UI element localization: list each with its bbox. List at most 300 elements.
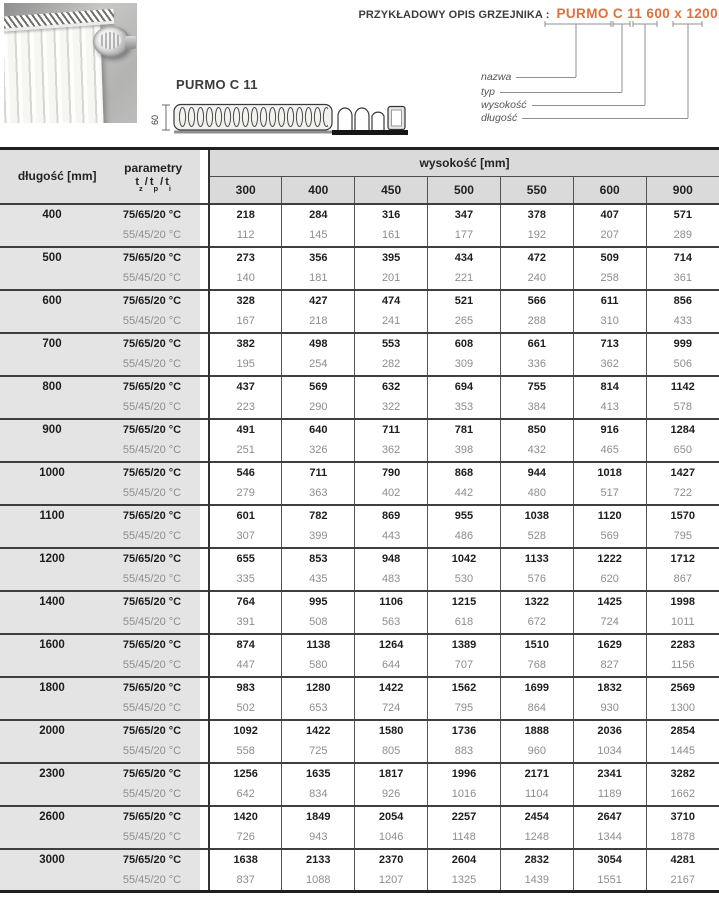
output-cell: 442: [428, 483, 501, 505]
spec-row: [0, 505, 719, 527]
output-cell: 1088: [282, 870, 355, 892]
output-cell: 177: [428, 225, 501, 247]
length-cell: 900: [0, 419, 104, 441]
output-cell: 2569: [646, 677, 719, 699]
param-cell: 75/65/20 °C: [104, 763, 200, 785]
gap-cell: [200, 612, 209, 634]
output-cell: 506: [646, 354, 719, 376]
output-cell: 265: [428, 311, 501, 333]
output-cell: 1042: [428, 548, 501, 570]
output-cell: 558: [209, 741, 282, 763]
output-cell: 218: [282, 311, 355, 333]
output-cell: 443: [355, 526, 428, 548]
gap-cell: [200, 247, 209, 269]
param-cell: 75/65/20 °C: [104, 419, 200, 441]
output-cell: 1106: [355, 591, 428, 613]
output-cell: 1712: [646, 548, 719, 570]
output-cell: 943: [282, 827, 355, 849]
output-cell: 2257: [428, 806, 501, 828]
output-cell: 167: [209, 311, 282, 333]
gap-cell: [200, 440, 209, 462]
output-cell: 195: [209, 354, 282, 376]
output-cell: 640: [282, 419, 355, 441]
output-cell: 362: [355, 440, 428, 462]
output-cell: 288: [500, 311, 573, 333]
spec-row: [0, 526, 719, 548]
param-cell: 55/45/20 °C: [104, 784, 200, 806]
connector-line: [500, 92, 622, 93]
param-cell: 75/65/20 °C: [104, 634, 200, 656]
output-cell: 883: [428, 741, 501, 763]
param-cell: 75/65/20 °C: [104, 290, 200, 312]
output-cell: 983: [209, 677, 282, 699]
length-cell: [0, 655, 104, 677]
profile-height-label: 60: [150, 114, 160, 125]
length-cell: 800: [0, 376, 104, 398]
output-cell: 353: [428, 397, 501, 419]
output-cell: 251: [209, 440, 282, 462]
height-column-header: 400: [282, 177, 355, 204]
gap-cell: [200, 526, 209, 548]
spec-row: [0, 591, 719, 613]
output-cell: 322: [355, 397, 428, 419]
gap-cell: [200, 720, 209, 742]
output-cell: 650: [646, 440, 719, 462]
gap-cell: [200, 290, 209, 312]
output-cell: 336: [500, 354, 573, 376]
spec-row: [0, 655, 719, 677]
length-cell: [0, 483, 104, 505]
output-cell: 2167: [646, 870, 719, 892]
output-cell: 672: [500, 612, 573, 634]
length-cell: 1100: [0, 505, 104, 527]
output-cell: 192: [500, 225, 573, 247]
spec-table: [0, 147, 719, 893]
output-cell: 1996: [428, 763, 501, 785]
output-cell: 508: [282, 612, 355, 634]
length-cell: 700: [0, 333, 104, 355]
output-cell: 502: [209, 698, 282, 720]
output-cell: 361: [646, 268, 719, 290]
param-cell: 55/45/20 °C: [104, 870, 200, 892]
output-cell: 2832: [500, 849, 573, 871]
output-cell: 4281: [646, 849, 719, 871]
output-cell: 1011: [646, 612, 719, 634]
gap-cell: [200, 849, 209, 871]
output-cell: 1638: [209, 849, 282, 871]
output-cell: 310: [573, 311, 646, 333]
output-cell: 480: [500, 483, 573, 505]
output-cell: 3710: [646, 806, 719, 828]
param-cell: 55/45/20 °C: [104, 612, 200, 634]
output-cell: 707: [428, 655, 501, 677]
output-cell: 1439: [500, 870, 573, 892]
length-cell: [0, 225, 104, 247]
height-column-header: 550: [500, 177, 573, 204]
example-caption-label: PRZYKŁADOWY OPIS GRZEJNIKA :: [358, 9, 550, 21]
output-cell: 1256: [209, 763, 282, 785]
output-cell: 576: [500, 569, 573, 591]
spec-row: [0, 548, 719, 570]
output-cell: 755: [500, 376, 573, 398]
output-cell: 1280: [282, 677, 355, 699]
output-cell: 948: [355, 548, 428, 570]
output-cell: 282: [355, 354, 428, 376]
parameters-header: parametry $t_z / t_p / t_i$: [124, 161, 183, 193]
output-cell: 221: [428, 268, 501, 290]
output-cell: 642: [209, 784, 282, 806]
param-cell: 75/65/20 °C: [104, 591, 200, 613]
output-cell: 711: [282, 462, 355, 484]
output-cell: 1570: [646, 505, 719, 527]
gap-column: [200, 149, 209, 204]
output-cell: 290: [282, 397, 355, 419]
output-cell: 1248: [500, 827, 573, 849]
output-cell: 1662: [646, 784, 719, 806]
gap-cell: [200, 225, 209, 247]
output-cell: 1422: [282, 720, 355, 742]
output-cell: 1284: [646, 419, 719, 441]
spec-row: [0, 698, 719, 720]
output-cell: 1207: [355, 870, 428, 892]
output-cell: 316: [355, 204, 428, 226]
output-cell: 1425: [573, 591, 646, 613]
output-cell: 1120: [573, 505, 646, 527]
output-cell: 1427: [646, 462, 719, 484]
output-cell: 335: [209, 569, 282, 591]
output-cell: 254: [282, 354, 355, 376]
spec-row: [0, 268, 719, 290]
output-cell: 632: [355, 376, 428, 398]
output-cell: 474: [355, 290, 428, 312]
output-cell: 546: [209, 462, 282, 484]
length-cell: 600: [0, 290, 104, 312]
output-cell: 618: [428, 612, 501, 634]
output-cell: 916: [573, 419, 646, 441]
length-cell: 2300: [0, 763, 104, 785]
output-cell: 781: [428, 419, 501, 441]
output-cell: 427: [282, 290, 355, 312]
length-cell: [0, 784, 104, 806]
gap-cell: [200, 311, 209, 333]
spec-row: [0, 397, 719, 419]
length-cell: [0, 440, 104, 462]
output-cell: 326: [282, 440, 355, 462]
output-cell: 930: [573, 698, 646, 720]
gap-cell: [200, 655, 209, 677]
output-cell: 356: [282, 247, 355, 269]
output-cell: 3054: [573, 849, 646, 871]
output-cell: 1888: [500, 720, 573, 742]
output-cell: 1138: [282, 634, 355, 656]
output-cell: 1325: [428, 870, 501, 892]
spec-row: [0, 483, 719, 505]
output-cell: 620: [573, 569, 646, 591]
gap-cell: [200, 333, 209, 355]
output-cell: 1580: [355, 720, 428, 742]
output-cell: 1510: [500, 634, 573, 656]
spec-row: [0, 440, 719, 462]
output-cell: 566: [500, 290, 573, 312]
param-cell: 75/65/20 °C: [104, 204, 200, 226]
spec-row: [0, 311, 719, 333]
param-cell: 55/45/20 °C: [104, 827, 200, 849]
output-cell: 1998: [646, 591, 719, 613]
length-cell: [0, 870, 104, 892]
output-cell: 1832: [573, 677, 646, 699]
example-caption-value: PURMO C 11 600 x 1200: [556, 6, 718, 21]
output-cell: 790: [355, 462, 428, 484]
thermostatic-valve: [93, 26, 130, 57]
output-cell: 1736: [428, 720, 501, 742]
output-cell: 661: [500, 333, 573, 355]
output-cell: 434: [428, 247, 501, 269]
param-cell: 55/45/20 °C: [104, 569, 200, 591]
output-cell: 289: [646, 225, 719, 247]
param-cell: 75/65/20 °C: [104, 849, 200, 871]
param-cell: 75/65/20 °C: [104, 333, 200, 355]
output-cell: 768: [500, 655, 573, 677]
length-cell: [0, 827, 104, 849]
output-cell: 1222: [573, 548, 646, 570]
spec-row: [0, 247, 719, 269]
spec-row: [0, 333, 719, 355]
spec-row: [0, 354, 719, 376]
param-cell: 55/45/20 °C: [104, 225, 200, 247]
output-cell: 1104: [500, 784, 573, 806]
output-cell: 437: [209, 376, 282, 398]
output-cell: 447: [209, 655, 282, 677]
annotation-nazwa: nazwa: [481, 70, 576, 83]
param-cell: 75/65/20 °C: [104, 247, 200, 269]
param-cell: 75/65/20 °C: [104, 505, 200, 527]
output-cell: 140: [209, 268, 282, 290]
output-cell: 714: [646, 247, 719, 269]
output-cell: 853: [282, 548, 355, 570]
output-cell: 995: [282, 591, 355, 613]
param-cell: 55/45/20 °C: [104, 741, 200, 763]
output-cell: 273: [209, 247, 282, 269]
output-cell: 955: [428, 505, 501, 527]
output-cell: 1699: [500, 677, 573, 699]
length-cell: 1200: [0, 548, 104, 570]
output-cell: 384: [500, 397, 573, 419]
height-column-header: 300: [209, 177, 282, 204]
gap-cell: [200, 806, 209, 828]
spec-row: [0, 870, 719, 892]
param-cell: 55/45/20 °C: [104, 354, 200, 376]
output-cell: 161: [355, 225, 428, 247]
output-cell: 218: [209, 204, 282, 226]
output-cell: 864: [500, 698, 573, 720]
output-cell: 601: [209, 505, 282, 527]
output-cell: 1551: [573, 870, 646, 892]
spec-row: [0, 784, 719, 806]
output-cell: 944: [500, 462, 573, 484]
output-cell: 201: [355, 268, 428, 290]
designation-annotation: [350, 0, 719, 145]
output-cell: 483: [355, 569, 428, 591]
output-cell: 432: [500, 440, 573, 462]
output-cell: 521: [428, 290, 501, 312]
output-cell: 837: [209, 870, 282, 892]
output-cell: 850: [500, 419, 573, 441]
output-cell: 347: [428, 204, 501, 226]
output-cell: 611: [573, 290, 646, 312]
output-cell: 795: [428, 698, 501, 720]
output-cell: 563: [355, 612, 428, 634]
output-cell: 805: [355, 741, 428, 763]
output-cell: 1018: [573, 462, 646, 484]
gap-cell: [200, 698, 209, 720]
gap-cell: [200, 870, 209, 892]
length-cell: [0, 741, 104, 763]
gap-cell: [200, 376, 209, 398]
output-cell: 363: [282, 483, 355, 505]
output-cell: 644: [355, 655, 428, 677]
connector-line: [516, 77, 576, 78]
left-header-cell: [0, 149, 200, 204]
output-cell: 694: [428, 376, 501, 398]
param-cell: 55/45/20 °C: [104, 655, 200, 677]
param-cell: 75/65/20 °C: [104, 677, 200, 699]
output-cell: 328: [209, 290, 282, 312]
output-cell: 571: [646, 204, 719, 226]
height-column-header: 500: [428, 177, 501, 204]
output-cell: 509: [573, 247, 646, 269]
param-cell: 75/65/20 °C: [104, 376, 200, 398]
height-group-header: wysokość [mm]: [209, 149, 719, 177]
connector-line: [532, 105, 645, 106]
output-cell: 1189: [573, 784, 646, 806]
output-cell: 2171: [500, 763, 573, 785]
spec-row: [0, 827, 719, 849]
spec-row: [0, 763, 719, 785]
length-cell: [0, 526, 104, 548]
param-cell: 55/45/20 °C: [104, 440, 200, 462]
gap-cell: [200, 634, 209, 656]
output-cell: 240: [500, 268, 573, 290]
output-cell: 926: [355, 784, 428, 806]
param-cell: 75/65/20 °C: [104, 806, 200, 828]
annotation-typ: typ: [481, 85, 622, 98]
spec-row: [0, 806, 719, 828]
output-cell: 2854: [646, 720, 719, 742]
output-cell: 407: [573, 204, 646, 226]
output-cell: 258: [573, 268, 646, 290]
output-cell: 726: [209, 827, 282, 849]
length-cell: 400: [0, 204, 104, 226]
output-cell: 1038: [500, 505, 573, 527]
output-cell: 433: [646, 311, 719, 333]
output-cell: 869: [355, 505, 428, 527]
output-cell: 814: [573, 376, 646, 398]
output-cell: 491: [209, 419, 282, 441]
output-cell: 145: [282, 225, 355, 247]
output-cell: 362: [573, 354, 646, 376]
output-cell: 402: [355, 483, 428, 505]
output-cell: 309: [428, 354, 501, 376]
gap-cell: [200, 419, 209, 441]
connector-line: [522, 118, 688, 119]
output-cell: 435: [282, 569, 355, 591]
radiator-panel: [4, 25, 104, 123]
height-column-header: 450: [355, 177, 428, 204]
param-cell: 75/65/20 °C: [104, 720, 200, 742]
param-cell: 55/45/20 °C: [104, 698, 200, 720]
output-cell: 207: [573, 225, 646, 247]
output-cell: 1562: [428, 677, 501, 699]
output-cell: 653: [282, 698, 355, 720]
output-cell: 398: [428, 440, 501, 462]
spec-row: [0, 569, 719, 591]
output-cell: 2370: [355, 849, 428, 871]
gap-cell: [200, 483, 209, 505]
output-cell: 1629: [573, 634, 646, 656]
param-cell: 55/45/20 °C: [104, 526, 200, 548]
output-cell: 795: [646, 526, 719, 548]
spec-row: [0, 741, 719, 763]
gap-cell: [200, 569, 209, 591]
spec-row: [0, 849, 719, 871]
output-cell: 413: [573, 397, 646, 419]
output-cell: 725: [282, 741, 355, 763]
output-cell: 1156: [646, 655, 719, 677]
annotation-dlugosc: długość: [481, 111, 688, 124]
output-cell: 465: [573, 440, 646, 462]
output-cell: 530: [428, 569, 501, 591]
radiator-photo: [4, 3, 137, 123]
height-column-header: 600: [573, 177, 646, 204]
param-cell: 55/45/20 °C: [104, 483, 200, 505]
output-cell: 1142: [646, 376, 719, 398]
length-cell: 1600: [0, 634, 104, 656]
output-cell: 1445: [646, 741, 719, 763]
output-cell: 498: [282, 333, 355, 355]
output-cell: 1878: [646, 827, 719, 849]
gap-cell: [200, 548, 209, 570]
param-cell: 55/45/20 °C: [104, 397, 200, 419]
output-cell: 655: [209, 548, 282, 570]
output-cell: 3282: [646, 763, 719, 785]
output-cell: 578: [646, 397, 719, 419]
output-cell: 1849: [282, 806, 355, 828]
output-cell: 553: [355, 333, 428, 355]
height-column-header: 900: [646, 177, 719, 204]
output-cell: 1322: [500, 591, 573, 613]
gap-cell: [200, 505, 209, 527]
output-cell: 856: [646, 290, 719, 312]
output-cell: 2133: [282, 849, 355, 871]
output-cell: 764: [209, 591, 282, 613]
param-cell: 75/65/20 °C: [104, 462, 200, 484]
output-cell: 241: [355, 311, 428, 333]
spec-row: [0, 376, 719, 398]
spec-row: [0, 462, 719, 484]
output-cell: 378: [500, 204, 573, 226]
output-cell: 2054: [355, 806, 428, 828]
length-cell: 500: [0, 247, 104, 269]
length-cell: 1800: [0, 677, 104, 699]
output-cell: 724: [573, 612, 646, 634]
length-cell: 1000: [0, 462, 104, 484]
output-cell: 960: [500, 741, 573, 763]
output-cell: 223: [209, 397, 282, 419]
output-cell: 391: [209, 612, 282, 634]
spec-row: [0, 634, 719, 656]
length-cell: 1400: [0, 591, 104, 613]
output-cell: 395: [355, 247, 428, 269]
